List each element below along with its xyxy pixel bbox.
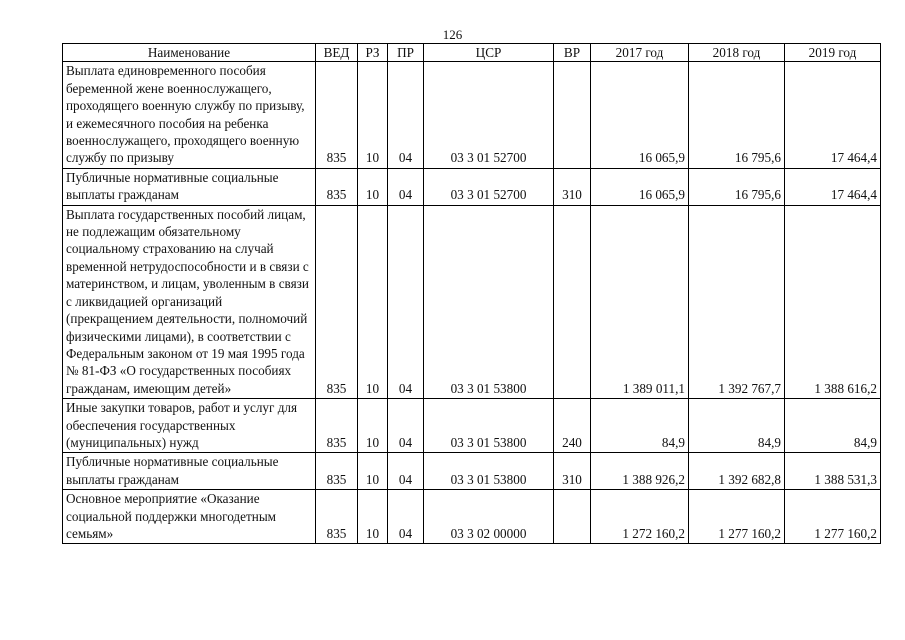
row-pr: 04	[388, 490, 424, 544]
row-2017: 1 389 011,1	[591, 205, 689, 398]
row-pr: 04	[388, 62, 424, 168]
row-csr: 03 3 01 53800	[424, 453, 554, 490]
table-row	[63, 205, 881, 398]
row-csr: 03 3 01 52700	[424, 62, 554, 168]
row-2017: 1 272 160,2	[591, 490, 689, 544]
row-pr: 04	[388, 399, 424, 453]
row-name: Основное мероприятие «Оказание социальной поддержки многодетным семьям»	[63, 490, 316, 544]
header-name: Наименование	[63, 44, 316, 62]
row-2017: 84,9	[591, 399, 689, 453]
row-pr: 04	[388, 168, 424, 205]
header-vr: ВР	[554, 44, 591, 62]
row-2017: 16 065,9	[591, 168, 689, 205]
row-csr: 03 3 01 53800	[424, 205, 554, 398]
row-rz: 10	[358, 399, 388, 453]
table-row	[63, 453, 881, 490]
row-vr	[554, 205, 591, 398]
row-rz: 10	[358, 205, 388, 398]
row-rz: 10	[358, 168, 388, 205]
page-number: 126	[442, 27, 463, 42]
row-vr	[554, 490, 591, 544]
row-2018: 84,9	[689, 399, 785, 453]
row-ved: 835	[316, 168, 358, 205]
row-2018: 16 795,6	[689, 168, 785, 205]
table-row	[63, 490, 881, 544]
row-2019: 84,9	[785, 399, 881, 453]
row-vr: 310	[554, 453, 591, 490]
row-pr: 04	[388, 453, 424, 490]
row-2019: 17 464,4	[785, 62, 881, 168]
row-2019: 1 388 616,2	[785, 205, 881, 398]
row-csr: 03 3 01 53800	[424, 399, 554, 453]
row-ved: 835	[316, 490, 358, 544]
row-2018: 16 795,6	[689, 62, 785, 168]
row-csr: 03 3 01 52700	[424, 168, 554, 205]
row-vr: 240	[554, 399, 591, 453]
row-ved: 835	[316, 62, 358, 168]
row-rz: 10	[358, 62, 388, 168]
header-2019: 2019 год	[785, 44, 881, 62]
row-2018: 1 392 767,7	[689, 205, 785, 398]
table-row	[63, 62, 881, 168]
header-row	[63, 44, 881, 62]
row-csr: 03 3 02 00000	[424, 490, 554, 544]
row-ved: 835	[316, 399, 358, 453]
table-body	[63, 62, 881, 544]
row-2019: 1 277 160,2	[785, 490, 881, 544]
row-rz: 10	[358, 453, 388, 490]
header-csr: ЦСР	[424, 44, 554, 62]
row-vr: 310	[554, 168, 591, 205]
row-2019: 17 464,4	[785, 168, 881, 205]
row-2018: 1 277 160,2	[689, 490, 785, 544]
header-2017: 2017 год	[591, 44, 689, 62]
row-2018: 1 392 682,8	[689, 453, 785, 490]
row-name: Публичные нормативные социальные выплаты гражданам	[63, 168, 316, 205]
header-ved: ВЕД	[316, 44, 358, 62]
row-ved: 835	[316, 205, 358, 398]
row-vr	[554, 62, 591, 168]
header-pr: ПР	[388, 44, 424, 62]
table-header	[63, 44, 881, 62]
row-pr: 04	[388, 205, 424, 398]
budget-table	[62, 43, 881, 544]
row-name: Публичные нормативные социальные выплаты гражданам	[63, 453, 316, 490]
row-2019: 1 388 531,3	[785, 453, 881, 490]
table-row	[63, 168, 881, 205]
table-row	[63, 399, 881, 453]
row-2017: 1 388 926,2	[591, 453, 689, 490]
row-ved: 835	[316, 453, 358, 490]
row-name: Выплата государственных пособий лицам, не подлежащим обязательному социальному страхованию на случай временной нетрудоспособности и в связи с материнством, и лицам, уволенным в связи с ликвидацией организаций (прекращением деятельности, полномочий физическими лицами), в соответствии с Федеральным законом от 19 мая 1995 года № 81-ФЗ «О государственных пособиях гражданам, имеющим детей»	[63, 205, 316, 398]
header-rz: РЗ	[358, 44, 388, 62]
row-name: Выплата единовременного пособия беременной жене военнослужащего, проходящего военную службу по призыву, и ежемесячного пособия на ребенка военнослужащего, проходящего военную службу по призыву	[63, 62, 316, 168]
row-name: Иные закупки товаров, работ и услуг для обеспечения государственных (муниципальных) нужд	[63, 399, 316, 453]
header-2018: 2018 год	[689, 44, 785, 62]
row-2017: 16 065,9	[591, 62, 689, 168]
row-rz: 10	[358, 490, 388, 544]
